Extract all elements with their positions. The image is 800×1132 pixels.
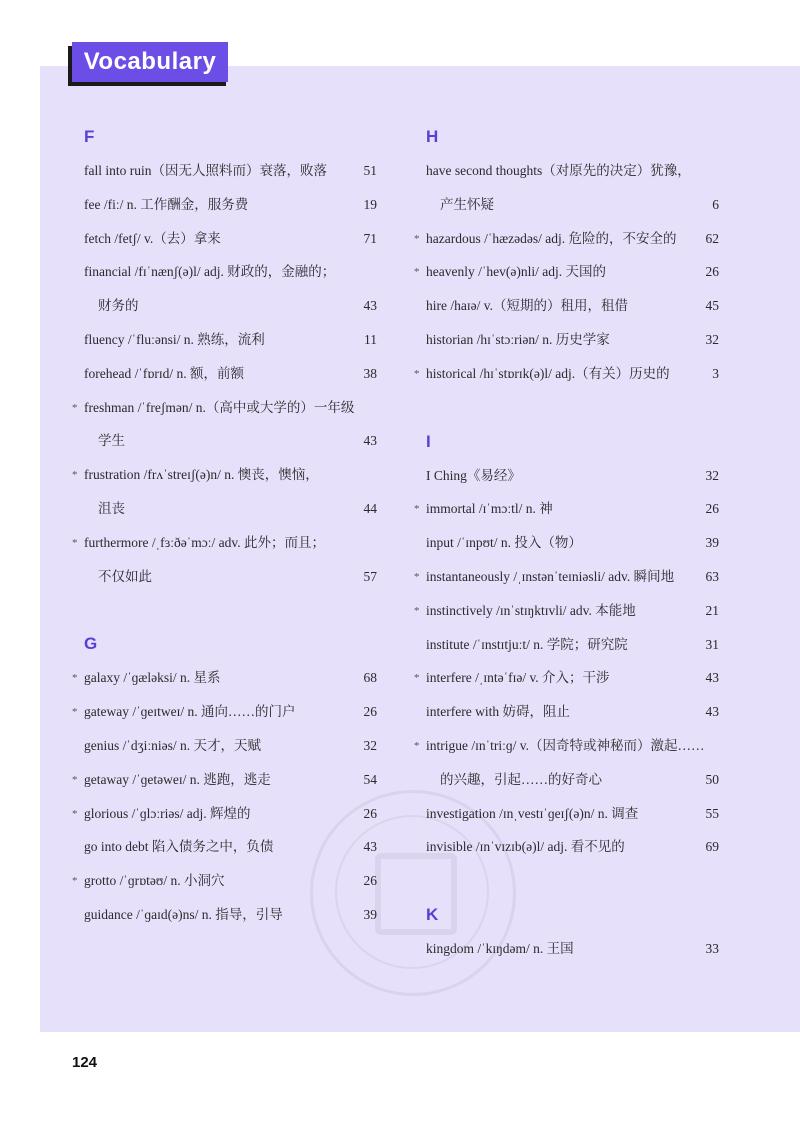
vocab-entry-text: investigation /ɪnˌvestɪˈɡeɪʃ(ə)n/ n. 调查 <box>426 805 639 821</box>
vocab-entry-page: 43 <box>363 298 377 314</box>
section-letter: H <box>426 127 439 146</box>
asterisk-icon: * <box>414 232 420 245</box>
vocab-entry <box>414 492 719 526</box>
section-letter: K <box>426 905 439 925</box>
vocab-entry-text: getaway /ˈɡetəweɪ/ n. 逃跑，逃走 <box>84 771 271 787</box>
vocab-entry-text: institute /ˈɪnstɪtjuːt/ n. 学院；研究院 <box>426 636 628 652</box>
vocab-entry <box>426 459 719 493</box>
right-column <box>414 120 719 966</box>
vocab-entry <box>84 188 377 222</box>
vocab-entry <box>84 154 377 188</box>
vocab-entry <box>426 154 719 188</box>
vocab-entry-text: 学生 <box>98 433 125 449</box>
vocab-entry-page: 63 <box>705 568 719 584</box>
section-spacer <box>84 593 377 627</box>
vocab-entry-text: interfere /ˌɪntəˈfɪə/ v. 介入；干涉 <box>426 670 610 686</box>
vocab-entry <box>84 729 377 763</box>
vocab-entry-page: 3 <box>712 365 719 381</box>
vocab-entry-text: financial /fɪˈnænʃ(ə)l/ adj. 财政的，金融的； <box>84 264 336 280</box>
vocab-entry-page: 45 <box>705 298 719 314</box>
vocab-entry-text: input /ˈɪnpʊt/ n. 投入（物） <box>426 535 582 551</box>
vocab-entry <box>414 729 719 763</box>
vocab-entry-text: guidance /ˈɡaɪd(ə)ns/ n. 指导，引导 <box>84 906 283 922</box>
vocab-entry-text: hire /haɪə/ v.（短期的）租用，租借 <box>426 298 628 314</box>
vocab-entry-text: intrigue /ɪnˈtriːɡ/ v.（因奇特或神秘而）激起…… <box>426 737 705 753</box>
vocab-entry-text: historian /hɪˈstɔːriən/ n. 历史学家 <box>426 331 610 347</box>
vocab-entry <box>84 255 377 289</box>
vocab-entry-text: instinctively /ɪnˈstɪŋktɪvli/ adv. 本能地 <box>426 602 636 618</box>
vocab-entry <box>72 695 377 729</box>
vocab-entry-text: fall into ruin（因无人照料而）衰落，败落 <box>84 163 327 178</box>
vocab-entry <box>426 628 719 662</box>
vocab-entry-page: 26 <box>705 264 719 280</box>
vocab-entry-page: 39 <box>705 535 719 551</box>
vocab-entry-page: 26 <box>363 704 377 720</box>
vocab-entry-text: fee /fiː/ n. 工作酬金，服务费 <box>84 196 249 212</box>
vocab-entry <box>414 357 719 391</box>
vocab-entry-text: grotto /ˈɡrɒtəʊ/ n. 小洞穴 <box>84 873 225 889</box>
vocab-entry-page: 54 <box>363 771 377 787</box>
vocab-entry-text: 产生怀疑 <box>440 196 494 212</box>
asterisk-icon: * <box>72 536 78 549</box>
vocab-entry-text: heavenly /ˈhev(ə)nli/ adj. 天国的 <box>426 264 606 280</box>
vocab-entry <box>414 222 719 256</box>
vocab-entry-page: 33 <box>705 941 719 957</box>
asterisk-icon: * <box>414 570 420 583</box>
vocab-entry <box>426 526 719 560</box>
vocab-entry-text: kingdom /ˈkɪŋdəm/ n. 王国 <box>426 941 574 957</box>
asterisk-icon: * <box>72 773 78 786</box>
vocab-entry-text: glorious /ˈɡlɔːriəs/ adj. 辉煌的 <box>84 805 251 821</box>
vocab-entry-text: gateway /ˈɡeɪtweɪ/ n. 通向……的门户 <box>84 704 296 720</box>
vocab-entry-text: go into debt 陷入债务之中，负债 <box>84 839 274 855</box>
vocab-entry-text: furthermore /ˌfɜːðəˈmɔː/ adv. 此外；而且； <box>84 534 325 550</box>
asterisk-icon: * <box>414 739 420 752</box>
vocab-entry <box>426 289 719 323</box>
asterisk-icon: * <box>414 266 420 279</box>
vocab-entry-text: fluency /ˈfluːənsi/ n. 熟练，流利 <box>84 331 265 347</box>
vocab-entry <box>426 932 719 966</box>
vocab-entry <box>414 255 719 289</box>
vocab-entry-page: 43 <box>705 704 719 720</box>
vocab-entry-text: I Ching《易经》 <box>426 467 521 483</box>
vocab-entry-text: have second thoughts（对原先的决定）犹豫， <box>426 163 691 178</box>
page-title: Vocabulary <box>72 42 228 82</box>
vocab-entry-page: 57 <box>363 568 377 584</box>
vocab-entry-page: 32 <box>705 331 719 347</box>
vocab-entry-text: instantaneously /ˌɪnstənˈteɪniəsli/ adv. 瞬间地 <box>426 568 675 584</box>
vocab-entry-text: 财务的 <box>98 298 139 314</box>
vocab-entry <box>84 830 377 864</box>
section-letter: F <box>84 127 95 146</box>
section-spacer <box>426 864 719 898</box>
asterisk-icon: * <box>72 875 78 888</box>
vocab-entry-text: genius /ˈdʒiːniəs/ n. 天才，天赋 <box>84 737 261 753</box>
vocab-entry <box>72 458 377 492</box>
vocab-entry <box>72 864 377 898</box>
vocab-entry <box>414 594 719 628</box>
vocab-entry-page: 51 <box>363 163 377 178</box>
vocab-entry-page: 55 <box>705 805 719 821</box>
vocab-entry-text: invisible /ɪnˈvɪzɪb(ə)l/ adj. 看不见的 <box>426 839 625 855</box>
vocab-entry-text: historical /hɪˈstɒrɪk(ə)l/ adj.（有关）历史的 <box>426 365 670 381</box>
vocab-entry <box>414 661 719 695</box>
vocab-entry-page: 62 <box>705 230 719 246</box>
vocab-entry <box>84 424 377 458</box>
vocab-entry-text: 沮丧 <box>98 500 125 516</box>
vocab-entry <box>426 797 719 831</box>
vocab-entry-text: interfere with 妨碍，阻止 <box>426 704 570 720</box>
vocab-entry-page: 6 <box>712 196 719 212</box>
asterisk-icon: * <box>414 672 420 685</box>
vocab-entry-text: immortal /ɪˈmɔːtl/ n. 神 <box>426 501 553 517</box>
vocab-entry <box>72 526 377 560</box>
vocab-entry <box>72 763 377 797</box>
vocab-entry <box>84 357 377 391</box>
vocab-entry <box>72 661 377 695</box>
section-spacer <box>426 391 719 425</box>
vocab-entry-text: 不仅如此 <box>98 568 152 584</box>
vocab-entry-page: 31 <box>705 636 719 652</box>
vocab-entry-page: 26 <box>363 873 377 889</box>
vocab-entry-page: 43 <box>363 433 377 449</box>
asterisk-icon: * <box>414 604 420 617</box>
vocab-entry-page: 43 <box>363 839 377 855</box>
vocab-entry-page: 39 <box>363 906 377 922</box>
asterisk-icon: * <box>414 367 420 380</box>
page-number: 124 <box>72 1054 98 1071</box>
vocab-entry-text: fetch /fetʃ/ v.（去）拿来 <box>84 230 221 246</box>
vocab-entry-page: 26 <box>705 501 719 517</box>
vocab-entry-page: 68 <box>363 670 377 686</box>
vocab-entry <box>72 797 377 831</box>
vocab-entry-text: forehead /ˈfɒrɪd/ n. 额，前额 <box>84 365 245 381</box>
vocab-entry <box>426 323 719 357</box>
asterisk-icon: * <box>72 401 78 414</box>
asterisk-icon: * <box>72 469 78 482</box>
vocab-entry-page: 69 <box>705 839 719 855</box>
asterisk-icon: * <box>72 807 78 820</box>
vocab-entry-page: 32 <box>705 467 719 483</box>
asterisk-icon: * <box>72 706 78 719</box>
vocab-entry-page: 19 <box>363 196 377 212</box>
vocab-entry <box>84 289 377 323</box>
vocab-entry-page: 21 <box>705 602 719 618</box>
vocab-entry-text: 的兴趣，引起……的好奇心 <box>440 771 602 787</box>
vocab-entry <box>84 560 377 594</box>
asterisk-icon: * <box>414 503 420 516</box>
vocab-entry-page: 44 <box>363 500 377 516</box>
vocab-entry-page: 43 <box>705 670 719 686</box>
vocab-entry-page: 38 <box>363 365 377 381</box>
vocab-entry <box>426 830 719 864</box>
vocab-entry-text: galaxy /ˈɡæləksi/ n. 星系 <box>84 670 221 686</box>
vocab-entry-page: 26 <box>363 805 377 821</box>
vocab-entry <box>414 560 719 594</box>
vocab-entry <box>84 898 377 932</box>
vocab-entry-text: frustration /frʌˈstreɪʃ(ə)n/ n. 懊丧，懊恼， <box>84 467 319 483</box>
vocab-entry <box>426 763 719 797</box>
section-letter: I <box>426 431 431 451</box>
vocab-entry <box>84 323 377 357</box>
vocab-entry <box>426 695 719 729</box>
vocab-entry-text: freshman /ˈfreʃmən/ n.（高中或大学的）一年级 <box>84 399 355 415</box>
vocab-entry-page: 71 <box>363 230 377 246</box>
left-column <box>72 120 377 932</box>
vocab-entry-page: 11 <box>364 331 377 347</box>
section-letter: G <box>84 634 98 654</box>
vocab-entry-page: 50 <box>705 771 719 787</box>
vocab-entry-page: 32 <box>363 737 377 753</box>
vocab-entry <box>84 222 377 256</box>
asterisk-icon: * <box>72 672 78 685</box>
vocab-entry <box>84 492 377 526</box>
vocab-entry <box>426 188 719 222</box>
vocab-entry <box>72 391 377 425</box>
vocab-entry-text: hazardous /ˈhæzədəs/ adj. 危险的，不安全的 <box>426 230 677 246</box>
